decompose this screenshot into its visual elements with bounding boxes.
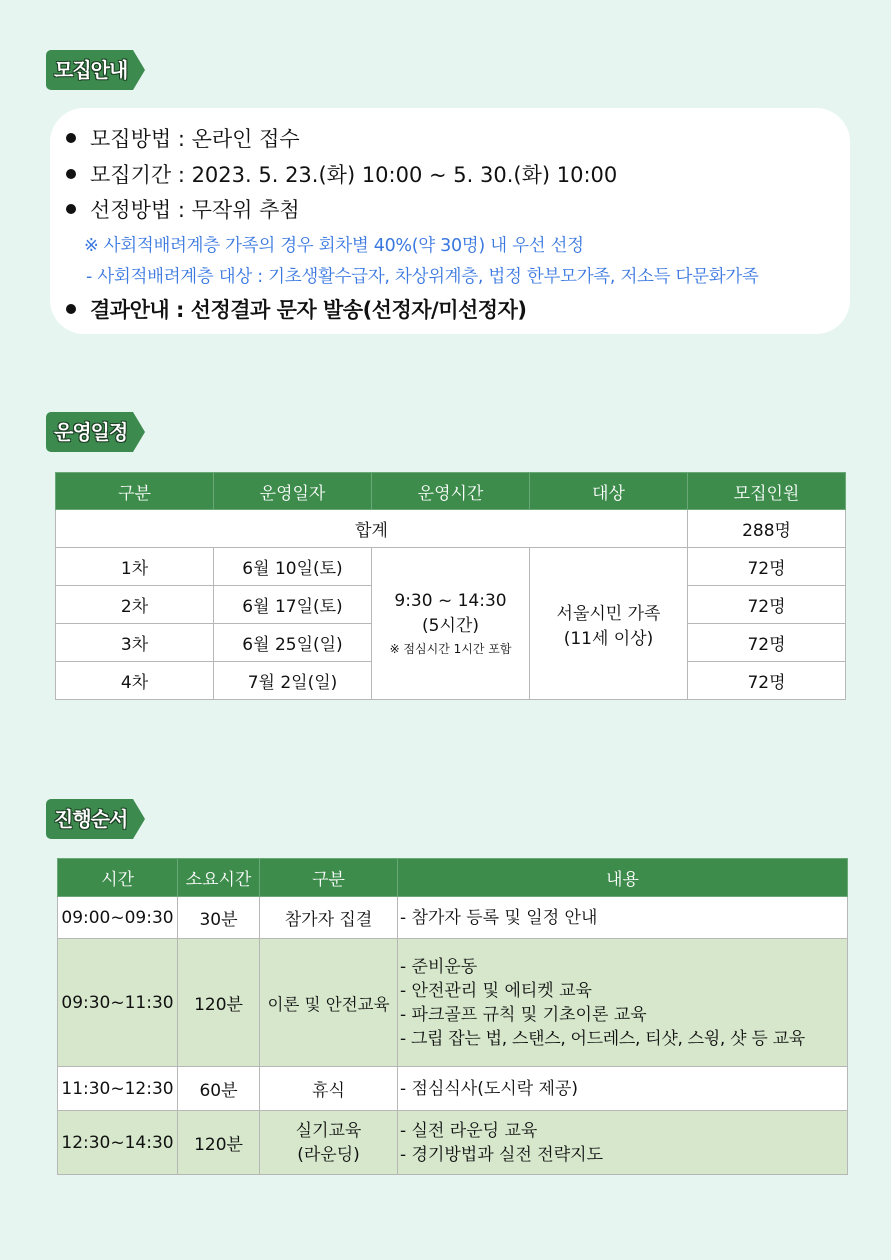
target-cell bbox=[530, 548, 688, 700]
section-tag-program bbox=[46, 799, 145, 839]
schedule-table bbox=[55, 472, 846, 700]
count-cell: 72명 bbox=[688, 548, 846, 586]
table-row bbox=[56, 510, 846, 548]
date-cell: 6월 10일(토) bbox=[214, 548, 372, 586]
section-title: 운영일정 bbox=[46, 412, 133, 452]
time-cell: 12:30~14:30 bbox=[58, 1111, 178, 1175]
recruit-period bbox=[66, 159, 617, 189]
round-cell: 3차 bbox=[56, 624, 214, 662]
table-row bbox=[58, 939, 848, 1067]
schedule-header-round: 구분 bbox=[56, 473, 214, 510]
time-note: ※ 점심시간 1시간 포함 bbox=[389, 641, 512, 656]
content-line: - 경기방법과 실전 전략지도 bbox=[400, 1144, 603, 1165]
content-cell bbox=[398, 939, 848, 1067]
recruit-result bbox=[66, 294, 526, 324]
total-label: 합계 bbox=[56, 510, 688, 548]
tag-arrow-icon bbox=[133, 50, 145, 90]
category-cell: 휴식 bbox=[260, 1067, 398, 1111]
table-row bbox=[56, 548, 846, 586]
table-row bbox=[58, 897, 848, 939]
recruit-method-text: 모집방법 : 온라인 접수 bbox=[90, 127, 300, 151]
program-header-content: 내용 bbox=[398, 859, 848, 897]
time-sub: (5시간) bbox=[422, 615, 479, 636]
date-cell: 6월 25일(일) bbox=[214, 624, 372, 662]
category-cell: 참가자 집결 bbox=[260, 897, 398, 939]
category-line: (라운딩) bbox=[297, 1144, 360, 1165]
program-header-row bbox=[58, 859, 848, 897]
round-cell: 2차 bbox=[56, 586, 214, 624]
recruit-selection-text: 선정방법 : 무작위 추첨 bbox=[90, 198, 300, 222]
program-header-category: 구분 bbox=[260, 859, 398, 897]
recruit-note-target: - 사회적배려계층 대상 : 기초생활수급자, 차상위계층, 법정 한부모가족, 저소득 다문화가족 bbox=[86, 267, 759, 287]
time-cell: 09:30~11:30 bbox=[58, 939, 178, 1067]
content-line: - 참가자 등록 및 일정 안내 bbox=[400, 907, 598, 928]
round-cell: 1차 bbox=[56, 548, 214, 586]
time-cell: 11:30~12:30 bbox=[58, 1067, 178, 1111]
section-tag-schedule bbox=[46, 412, 145, 452]
target-main: 서울시민 가족 bbox=[556, 603, 661, 624]
section-title: 진행순서 bbox=[46, 799, 133, 839]
program-header-duration: 소요시간 bbox=[178, 859, 260, 897]
bullet-icon bbox=[66, 204, 76, 214]
content-cell bbox=[398, 897, 848, 939]
schedule-header-date: 운영일자 bbox=[214, 473, 372, 510]
schedule-header-time: 운영시간 bbox=[372, 473, 530, 510]
count-cell: 72명 bbox=[688, 662, 846, 700]
time-cell bbox=[372, 548, 530, 700]
round-cell: 4차 bbox=[56, 662, 214, 700]
recruit-period-text: 모집기간 : 2023. 5. 23.(화) 10:00 ~ 5. 30.(화) 10:00 bbox=[90, 163, 618, 187]
schedule-header-row bbox=[56, 473, 846, 510]
content-line: - 실전 라운딩 교육 bbox=[400, 1120, 538, 1141]
total-value: 288명 bbox=[688, 510, 846, 548]
recruit-method bbox=[66, 123, 300, 153]
time-main: 9:30 ~ 14:30 bbox=[394, 590, 507, 611]
schedule-header-count: 모집인원 bbox=[688, 473, 846, 510]
duration-cell: 30분 bbox=[178, 897, 260, 939]
date-cell: 6월 17일(토) bbox=[214, 586, 372, 624]
category-cell bbox=[260, 1111, 398, 1175]
content-cell bbox=[398, 1111, 848, 1175]
content-line: - 안전관리 및 에티켓 교육 bbox=[400, 980, 592, 1001]
content-line: - 파크골프 규칙 및 기초이론 교육 bbox=[400, 1004, 647, 1025]
content-line: - 그립 잡는 법, 스탠스, 어드레스, 티샷, 스윙, 샷 등 교육 bbox=[400, 1028, 805, 1049]
tag-arrow-icon bbox=[133, 412, 145, 452]
tag-arrow-icon bbox=[133, 799, 145, 839]
category-line: 실기교육 bbox=[295, 1120, 362, 1141]
target-sub: (11세 이상) bbox=[563, 628, 654, 649]
program-header-time: 시간 bbox=[58, 859, 178, 897]
content-cell bbox=[398, 1067, 848, 1111]
time-cell: 09:00~09:30 bbox=[58, 897, 178, 939]
program-table bbox=[57, 858, 848, 1175]
section-title: 모집안내 bbox=[46, 50, 133, 90]
duration-cell: 120분 bbox=[178, 939, 260, 1067]
bullet-icon bbox=[66, 304, 76, 314]
bullet-icon bbox=[66, 169, 76, 179]
duration-cell: 60분 bbox=[178, 1067, 260, 1111]
count-cell: 72명 bbox=[688, 624, 846, 662]
content-line: - 점심식사(도시락 제공) bbox=[400, 1078, 579, 1099]
table-row bbox=[58, 1067, 848, 1111]
duration-cell: 120분 bbox=[178, 1111, 260, 1175]
schedule-header-target: 대상 bbox=[530, 473, 688, 510]
date-cell: 7월 2일(일) bbox=[214, 662, 372, 700]
table-row bbox=[58, 1111, 848, 1175]
recruit-note-priority: ※ 사회적배려계층 가족의 경우 회차별 40%(약 30명) 내 우선 선정 bbox=[84, 236, 584, 256]
section-tag-recruit bbox=[46, 50, 145, 90]
recruit-info-box bbox=[50, 108, 850, 334]
category-cell: 이론 및 안전교육 bbox=[260, 939, 398, 1067]
recruit-result-text: 결과안내 : 선정결과 문자 발송(선정자/미선정자) bbox=[90, 298, 527, 322]
content-line: - 준비운동 bbox=[400, 956, 478, 977]
recruit-selection bbox=[66, 194, 300, 224]
bullet-icon bbox=[66, 133, 76, 143]
count-cell: 72명 bbox=[688, 586, 846, 624]
